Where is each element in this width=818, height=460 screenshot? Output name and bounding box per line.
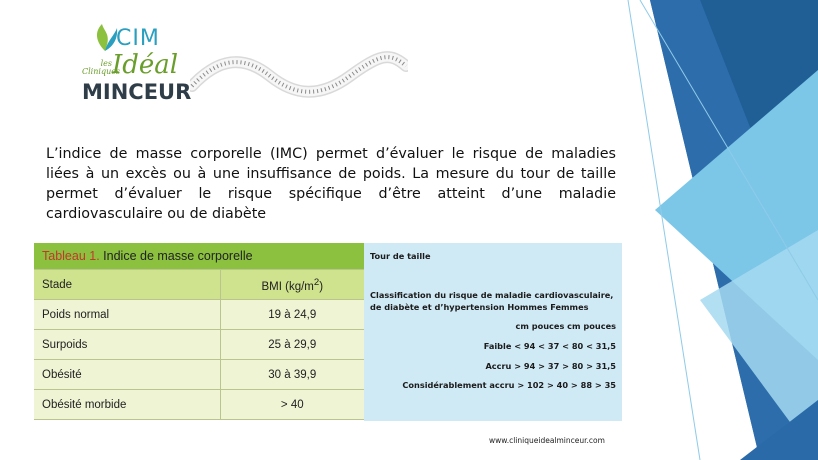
bmi-stade-cell: Poids normal: [34, 300, 220, 330]
logo-cim-text: CIM: [116, 26, 160, 51]
intro-paragraph: L’indice de masse corporelle (IMC) permet d’évaluer le risque de maladies liées à un excès ou à une insuffisance de poids. La mesure du tour de taille permet d’évaluer le risque spécifique d’être atteint d’une maladie cardiovasculaire ou de diabète: [46, 146, 616, 223]
bmi-value-cell: > 40: [220, 390, 364, 420]
waist-classification-heading: Classification du risque de maladie cardiovasculaire, de diabète et d’hypertension Hommes Femmes: [370, 290, 614, 312]
waist-risk-row: Faible < 94 < 37 < 80 < 31,5: [483, 341, 616, 351]
bmi-table: [34, 243, 364, 420]
bmi-table-number: Tableau 1.: [42, 249, 100, 263]
waist-risk-row: Considérablement accru > 102 > 40 > 88 > 35: [402, 380, 616, 390]
logo-minceur-text: MINCEUR: [82, 80, 192, 104]
table-row: [34, 300, 364, 330]
logo-les-cliniques-text: [82, 59, 121, 76]
bmi-value-cell: 25 à 29,9: [220, 330, 364, 360]
waist-classification-box: [364, 243, 622, 421]
measuring-tape-image: [190, 46, 408, 100]
bmi-stade-cell: Obésité: [34, 360, 220, 390]
table-row: [34, 330, 364, 360]
bmi-header-bmi-close: ): [319, 280, 324, 293]
bmi-stade-cell: Obésité morbide: [34, 390, 220, 420]
leaf-logo-icon: [92, 22, 118, 52]
bmi-table-header-row: [34, 270, 364, 300]
bmi-table-title-text: Indice de masse corporelle: [99, 249, 253, 263]
footer-website-url: www.cliniqueidealminceur.com: [489, 436, 605, 445]
bmi-header-bmi-exponent: 2: [313, 276, 320, 288]
bmi-stade-cell: Surpoids: [34, 330, 220, 360]
table-row: [34, 390, 364, 420]
waist-units-row: cm pouces cm pouces: [515, 321, 616, 331]
bmi-header-stade: Stade: [34, 270, 220, 300]
waist-risk-row: Accru > 94 > 37 > 80 > 31,5: [485, 361, 616, 371]
bmi-header-bmi: [220, 270, 364, 300]
waist-title: Tour de taille: [370, 251, 431, 261]
bmi-table-title: [34, 243, 364, 269]
bmi-value-cell: 19 à 24,9: [220, 300, 364, 330]
bmi-header-bmi-text: BMI (kg/m: [261, 280, 314, 293]
table-row: [34, 360, 364, 390]
logo-cliniques-text: Cliniques: [82, 67, 121, 76]
bmi-value-cell: 30 à 39,9: [220, 360, 364, 390]
logo-ideal-text: Idéal: [112, 50, 179, 80]
logo-les-text: les: [100, 59, 112, 68]
clinic-logo: [82, 20, 192, 102]
